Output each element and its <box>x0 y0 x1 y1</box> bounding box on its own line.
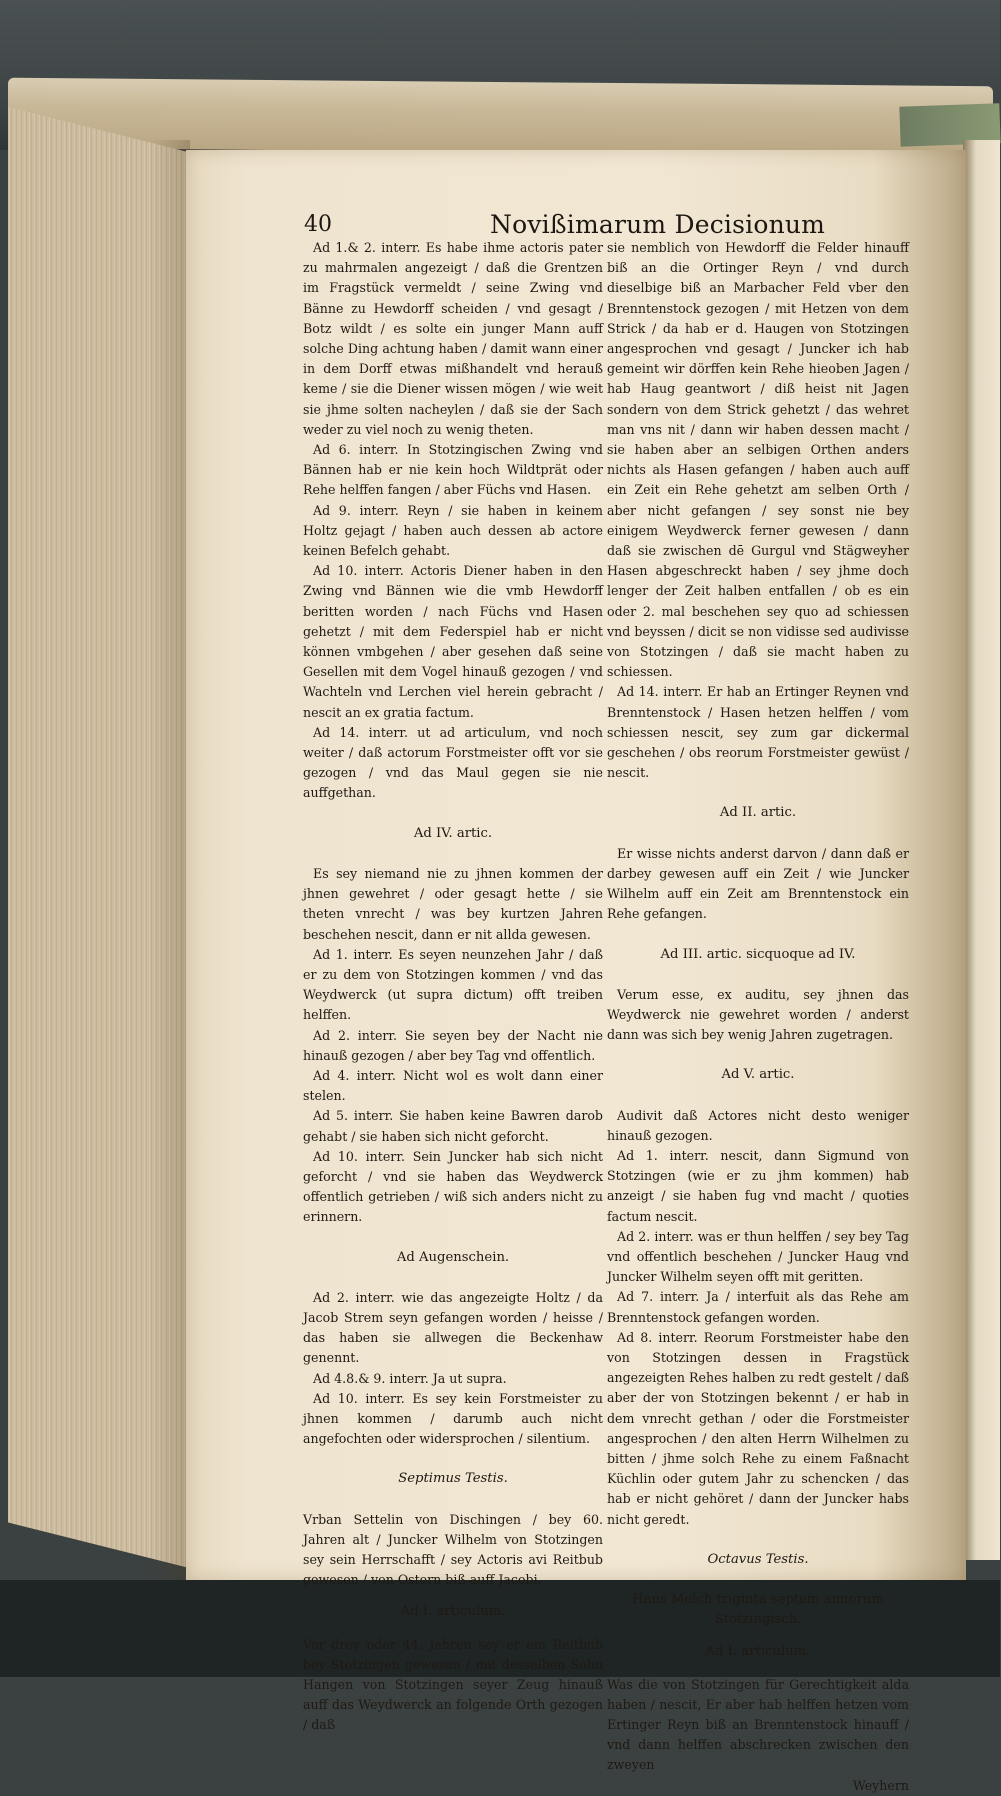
paragraph: Ad 2. interr. wie das angezeigte Holtz / da Jacob Strem seyn gefangen worden / heisse / das haben sie allwegen die Beckenhaw genennt. <box>303 1289 603 1366</box>
section-heading: Ad I. articulum. <box>400 1604 506 1620</box>
paragraph: Ad 8. interr. Reorum Forstmeister habe den von Stotzingen dessen in Fragstück angezeigten Rehes halben zu redt gestelt / daß aber der von Stotzingen bekennt / er hab in dem vnrecht gethan / oder die Forstmeister angesprochen / den alten Herrn Wilhelmen zu bitten / jhme solch Rehe zu einem Faßnacht Küchlin oder gutem Jahr zu schencken / das hab er nicht gehöret / dann der Juncker habs nicht geredt. <box>607 1329 909 1527</box>
spacer <box>303 1228 603 1248</box>
paragraph: Ad 9. interr. Reyn / sie haben in keinem Holtz gejagt / haben auch dessen ab actore keinen Befelch gehabt. <box>303 502 603 559</box>
paragraph: Vrban Settelin von Dischingen / bey 60. Jahren alt / Juncker Wilhelm von Stotzingen sey sein Herrschafft / sey Actoris avi Reitbub gewesen / von Ostern biß auff Jacobi. <box>303 1511 603 1588</box>
spacer <box>303 1490 603 1510</box>
spacer <box>607 1630 909 1642</box>
paragraph: Ad 5. interr. Sie haben keine Bawren darob gehabt / sie haben sich nicht geforcht. <box>303 1108 603 1144</box>
spacer <box>303 844 603 864</box>
paragraph: Audivit daß Actores nicht desto weniger hinauß gezogen. <box>607 1107 909 1143</box>
spacer <box>303 1268 603 1288</box>
section-heading: Ad Augenschein. <box>396 1249 510 1265</box>
paragraph: Ad 10. interr. Es sey kein Forstmeister zu jhnen kommen / darumb auch nicht angefochten oder widersprochen / silentium. <box>303 1390 603 1447</box>
paragraph: Er wisse nichts anderst darvon / dann daß er darbey gewesen auff ein Zeit / wie Juncker Wilhelm auff ein Zeit am Brenntenstock ein Rehe gefangen. <box>607 845 909 922</box>
spacer <box>607 1663 909 1675</box>
catchword: Weyhern <box>852 1777 909 1793</box>
section-heading: Ad I. articulum. <box>705 1644 811 1660</box>
section-heading: Septimus Testis. <box>398 1471 508 1487</box>
fore-edge-shadow <box>150 140 190 1580</box>
paragraph: Ad 2. interr. was er thun helffen / sey bey Tag vnd offentlich beschehen / Juncker Haug vnd Juncker Wilhelm seyen offt mit geritten. <box>607 1228 909 1285</box>
paragraph: Es sey niemand nie zu jhnen kommen der jhnen gewehret / oder gesagt hette / sie theten vnrecht / was bey kurtzen Jahren beschehen nescit, dann er nit allda gewesen. <box>303 865 603 942</box>
paragraph: Verum esse, ex auditu, sey jhnen das Weydwerck nie gewehret worden / anderst dann was sich bey wenig Jahren zugetragen. <box>607 986 909 1043</box>
paragraph: Ad 10. interr. Sein Juncker hab sich nicht geforcht / vnd sie haben das Weydwerck offentlich getrieben / wiß sich anders nicht zu erinnern. <box>303 1148 603 1225</box>
section-heading: Ad III. artic. sicquoque ad IV. <box>660 946 856 962</box>
section-heading: Octavus Testis. <box>707 1551 809 1567</box>
paragraph: Was die von Stotzingen für Gerechtigkeit alda haben / nescit, Er aber hab helffen hetzen vom Ertinger Reyn biß an Brenntenstock hinauff / vnd dann helffen abschrecken zwischen den zweyen <box>607 1676 909 1773</box>
paragraph: Ad 10. interr. Actoris Diener haben in den Zwing vnd Bännen wie die vmb Hewdorff beritten worden / nach Füchs vnd Hasen gehetzt / mit dem Federspiel hab er nicht können vmbgehen / aber gesehen daß seine Gesellen mit dem Vogel hinauß gezogen / vnd Wachteln vnd Lerchen viel herein gebracht / nescit an ex gratia factum. <box>303 563 603 720</box>
paragraph: Ad 4. interr. Nicht wol es wolt dann einer stelen. <box>303 1067 603 1104</box>
paragraph: Ad 2. interr. Sie seyen bey der Nacht nie hinauß gezogen / aber bey Tag vnd offentlich. <box>303 1027 603 1063</box>
section-heading: Ad IV. artic. <box>413 825 493 841</box>
spacer <box>607 783 909 803</box>
left-text-column <box>303 238 603 1733</box>
right-text-column <box>607 238 909 1793</box>
spacer <box>303 804 603 824</box>
spacer <box>303 1590 603 1602</box>
page-number: 40 <box>304 212 332 237</box>
paragraph: Ad 14. interr. ut ad articulum, vnd noch weiter / daß actorum Forstmeister offt vor sie gezogen / vnd das Maul gegen sie nie auffgethan. <box>303 724 603 801</box>
spacer <box>607 824 909 844</box>
paragraph: Vor drey oder 44. Jahren sey er ein Reitbub bey Stotzingen gewesen / mit desselben Sohn Hangen von Stotzingen seyer Zeug hinauß auff das Weydwerck an folgende Orth gezogen / daß <box>303 1636 603 1733</box>
spacer <box>303 1623 603 1635</box>
paragraph: Ad 6. interr. In Stotzingischen Zwing vnd Bännen hab er nie kein hoch Wildtprät oder Rehe helffen fangen / aber Füchs vnd Hasen. <box>303 442 603 498</box>
paragraph: Ad 7. interr. Ja / interfuit als das Rehe am Brenntenstock gefangen worden. <box>607 1289 909 1325</box>
facing-page-edge <box>963 140 1000 1560</box>
paragraph: Ad 14. interr. Er hab an Ertinger Reynen vnd Brenntenstock / Hasen hetzen helffen / vom schiessen nescit, sey zum gar dickermal geschehen / obs reorum Forstmeister gewüst / nescit. <box>607 684 909 781</box>
running-title: Novißimarum Decisionum <box>490 210 826 239</box>
spacer <box>607 965 909 985</box>
paragraph: Ad 1.& 2. interr. Es habe ihme actoris pater zu mahrmalen angezeigt / daß die Grentzen im Fragstück vermeldt / seine Zwing vnd Bänne zu Hewdorff scheiden / vnd gesagt / Botz wildt / es solte ein junger Mann auff solche Ding achtung haben / damit wann einer in dem Dorff etwas mißhandelt vnd herauß keme / sie die Diener wissen mögen / wie weit sie jhme solten nacheylen / daß sie der Sach weder zu viel noch zu wenig theten. <box>303 240 603 437</box>
section-heading: Ad II. artic. <box>719 805 797 821</box>
paragraph: Ad 1. interr. Es seyen neunzehen Jahr / daß er zu dem von Stotzingen kommen / vnd das Weydwerck (ut supra dictum) offt treiben helffen. <box>303 946 603 1023</box>
spacer <box>607 1086 909 1106</box>
section-heading: Ad V. artic. <box>721 1067 795 1083</box>
paragraph: sie nemblich von Hewdorff die Felder hinauff biß an die Ortinger Reyn / vnd durch dieselbige biß an Marbacher Feld vber den Brenntenstock gezogen / mit Hetzen von dem Strick / da hab er d. Haugen von Stotzingen angesprochen vnd gesagt / Juncker ich hab gemeint wir dörffen kein Rehe hieoben Jagen / hab Haug geantwort / diß heist nit Jagen sondern von dem Strick gehetzt / das wehret man vns nit / dann wir haben dessen macht / sie haben aber an selbigen Orthen anders nichts als Hasen gefangen / haben auch auff ein Zeit ein Rehe gehetzt am selben Orth / aber nicht gefangen / sey sonst nie bey einigem Weydwerck ferner gewesen / dann daß sie zwischen dē Gurgul vnd Stägweyher Hasen abgeschreckt haben / sey jhme doch lenger der Zeit halben entfallen / ob es ein oder 2. mal beschehen sey quo ad schiessen vnd beyssen / dicit se non vidisse sed audivisse von Stotzingen / daß sie macht haben zu schiessen. <box>607 240 909 680</box>
paragraph: Ad 4.8.& 9. interr. Ja ut supra. <box>313 1370 507 1386</box>
spacer <box>303 1449 603 1469</box>
section-heading: Hans Melch triginta septem annorum Stotzingisch. <box>632 1591 884 1628</box>
spacer <box>607 1570 909 1590</box>
spacer <box>607 1045 909 1065</box>
spacer <box>607 1530 909 1550</box>
spacer <box>607 925 909 945</box>
paragraph: Ad 1. interr. nescit, dann Sigmund von Stotzingen (wie er zu jhm kommen) hab anzeigt / sie haben fug vnd macht / quoties factum nescit. <box>607 1147 909 1224</box>
